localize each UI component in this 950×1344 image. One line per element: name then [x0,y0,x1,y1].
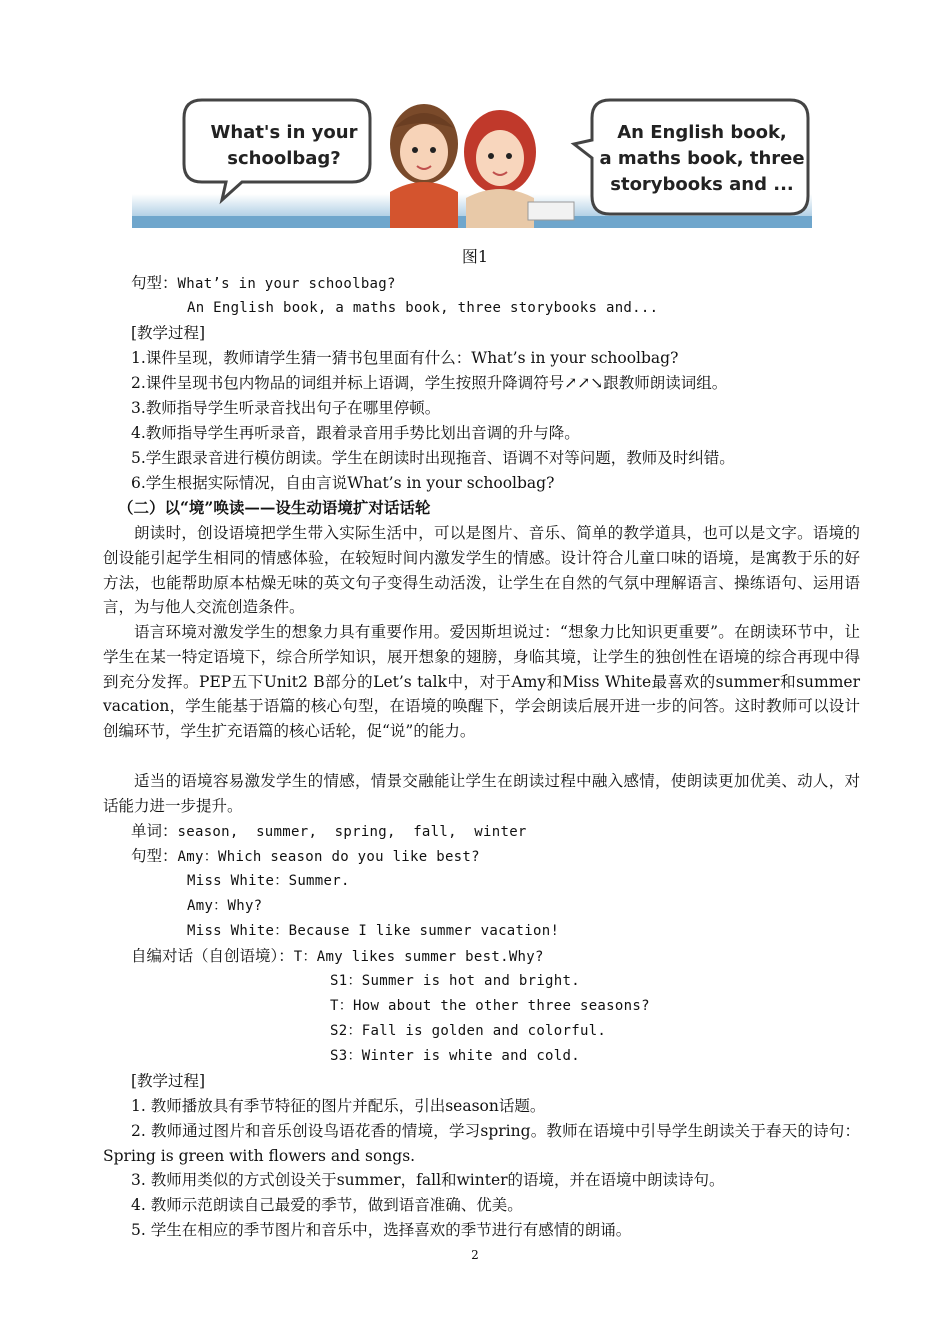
bubble-left-line-2: schoolbag? [227,148,341,169]
paragraph-1: 朗读时，创设语境把学生带入实际生活中，可以是图片、音乐、简单的教学道具，也可以是文字。语境的创设能引起学生相同的情感体验，在较短时间内激发学生的情感。设计符合儿童口味的语境，是寓教于乐的好方法，也能帮助原本枯燥无味的英文句子变得生动活泼，让学生在自然的气氛中理解语言、操练语句、运用语言，为与他人交流创造条件。 [103,524,860,617]
self-dialogue-s1: S1：Summer is hot and bright. [330,973,580,989]
self-dialogue-t1: T：Amy likes summer best.Why? [293,949,544,965]
words-line [131,819,527,845]
pattern-label: 句型： [131,274,178,292]
self-dialogue-s3: S3：Winter is white and cold. [330,1048,580,1064]
pattern-question: What’s in your schoolbag? [177,276,396,292]
process-label-1: [教学过程] [131,324,206,342]
step-1-5: 5.学生跟录音进行模仿朗读。学生在朗读时出现拖音、语调不对等问题，教师及时纠错。 [131,449,735,467]
step-1-4: 4.教师指导学生再听录音，跟着录音用手势比划出音调的升与降。 [131,424,580,442]
process-label-2: [教学过程] [131,1072,206,1090]
page-number: 2 [471,1248,479,1262]
girl-brown-hair-illustration [390,104,458,228]
self-dialogue-s2: S2：Fall is golden and colorful. [330,1023,607,1039]
pattern-answer: An English book, a maths book, three storybooks and... [187,300,659,316]
pattern-line-2 [131,844,480,870]
words-list: season, summer, spring, fall, winter [177,824,527,840]
bubble-right-line-1: An English book, [617,122,787,143]
self-dialogue-label: 自编对话（自创语境）： [131,947,294,965]
bubble-right-line-3: storybooks and ... [610,174,794,195]
self-dialogue-line-1 [131,944,544,970]
paragraph-2: 语言环境对激发学生的想象力具有重要作用。爱因斯坦说过：“想象力比知识更重要”。在朗读环节中，让学生在某一特定语境下，综合所学知识，展开想象的翅膀，身临其境，让学生的独创性在语境的综合再现中得到充分发挥。PEP五下Unit2 B部分的Let’s talk中，对于Amy和Miss White最喜欢的summer和summer vacation，学生能基于语篇的核心句型，在语境的唤醒下，学会朗读后展开进一步的问答。这时教师可以设计创编环节，学生扩充语篇的核心话轮，促“说”的能力。 [103,623,860,741]
step-2-2: 2. 教师通过图片和音乐创设鸟语花香的情境，学习spring。教师在语境中引导学生朗读关于春天的诗句：Spring is green with flowers and songs. [103,1122,860,1165]
dialogue-line-2: Miss White：Summer. [187,873,350,889]
dialogue-line-3: Amy：Why? [187,898,263,914]
pattern-label-2: 句型： [131,847,178,865]
step-1-1: 1.课件呈现，教师请学生猜一猜书包里面有什么：What’s in your schoolbag? [131,349,679,367]
step-1-2: 2.课件呈现书包内物品的词组并标上语调，学生按照升降调符号↗↗↘跟教师朗读词组。 [131,374,728,392]
words-label: 单词： [131,822,178,840]
step-2-3: 3. 教师用类似的方式创设关于summer，fall和winter的语境，并在语境中朗读诗句。 [131,1171,725,1189]
self-dialogue-t2: T：How about the other three seasons? [330,998,650,1014]
dialogue-line-4: Miss White：Because I like summer vacation! [187,923,560,939]
pattern-line-1 [131,271,396,297]
step-1-6: 6.学生根据实际情况，自由言说What’s in your schoolbag? [131,474,555,492]
step-2-1: 1. 教师播放具有季节特征的图片并配乐，引出season话题。 [131,1097,546,1115]
section-heading: （二）以“境”唤读——设生动语境扩对话话轮 [118,498,431,517]
step-2-5: 5. 学生在相应的季节图片和音乐中，选择喜欢的季节进行有感情的朗诵。 [131,1221,632,1239]
figure-caption: 图1 [461,247,489,266]
bubble-right-line-2: a maths book, three [599,148,805,169]
paragraph-3: 适当的语境容易激发学生的情感，情景交融能让学生在朗读过程中融入感情，使朗读更加优美、动人，对话能力进一步提升。 [103,772,860,815]
step-2-4: 4. 教师示范朗读自己最爱的季节，做到语音准确、优美。 [131,1196,523,1214]
bubble-left-line-1: What's in your [210,122,358,143]
step-1-3: 3.教师指导学生听录音找出句子在哪里停顿。 [131,399,441,417]
figure-schoolbag-illustration [132,92,812,228]
dialogue-line-1: Amy：Which season do you like best? [177,849,480,865]
